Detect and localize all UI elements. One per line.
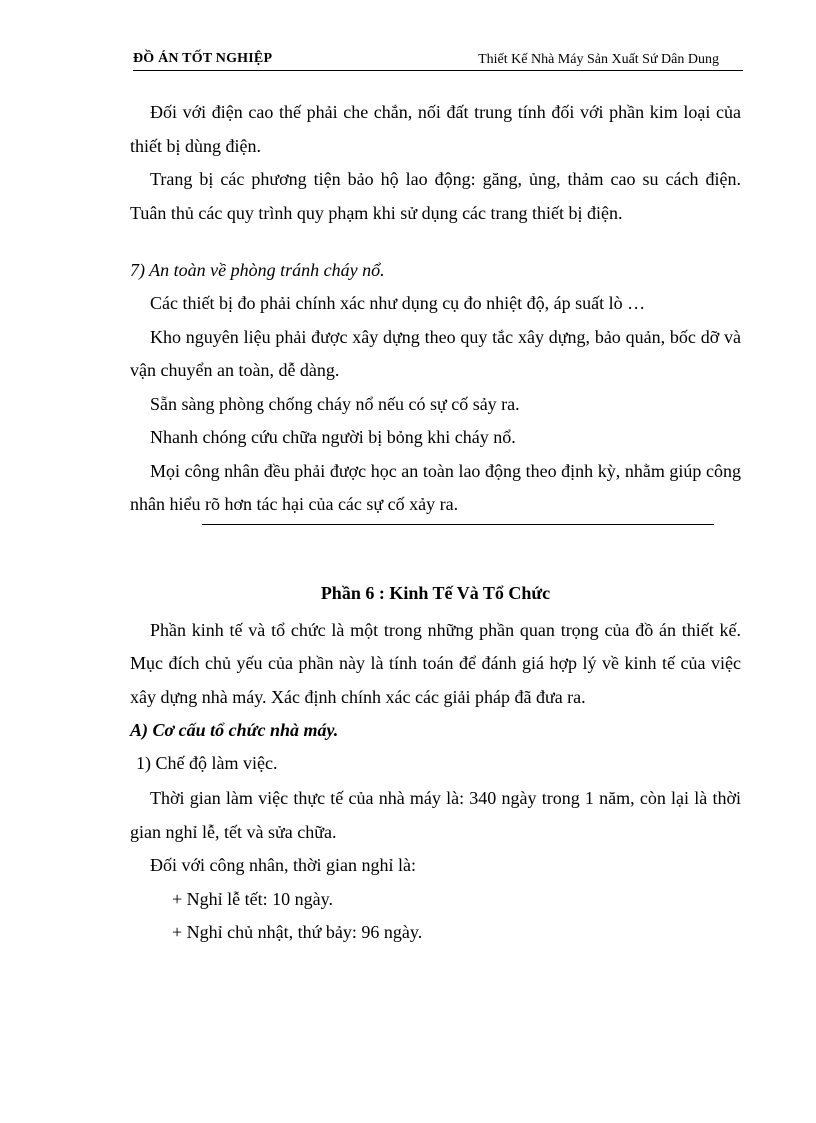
list-item-weekends: + Nghỉ chủ nhật, thứ bảy: 96 ngày.	[172, 922, 423, 942]
paragraph-high-voltage: Đối với điện cao thế phải che chắn, nối đất trung tính đối với phần kim loại của thiết bị dùng điện.	[130, 102, 741, 156]
header-project-title: Thiết Kế Nhà Máy Sản Xuất Sứ Dân Dung	[478, 52, 719, 67]
header-thesis-label: ĐỒ ÁN TỐT NGHIỆP	[133, 51, 273, 66]
list-item-holidays: + Nghỉ lễ tết: 10 ngày.	[172, 888, 333, 909]
paragraph-safety-training: Mọi công nhân đều phải được học an toàn lao động theo định kỳ, nhằm giúp công nhân hiểu rõ hơn tác hại của các sự cố xảy ra.	[130, 460, 741, 514]
paragraph-fire-readiness: Sẵn sàng phòng chống cháy nổ nếu có sự cố sảy ra.	[150, 393, 520, 414]
section-a-title: A) Cơ cấu tổ chức nhà máy.	[130, 720, 339, 740]
document-body	[130, 96, 741, 950]
part-6-title: Phần 6 : Kinh Tế Và Tổ Chức	[320, 582, 551, 603]
spacer	[130, 525, 741, 577]
page-header	[133, 50, 743, 71]
paragraph-part-6-intro: Phần kinh tế và tổ chức là một trong những phần quan trọng của đồ án thiết kế. Mục đích chủ yếu của phần này là tính toán để đánh giá hợp lý về kinh tế của việc xây dựng nhà máy. Xác định chính xác các giải pháp đã đưa ra.	[130, 619, 741, 707]
section-7-title: 7) An toàn về phòng tránh cháy nổ.	[130, 260, 385, 280]
paragraph-burn-rescue: Nhanh chóng cứu chữa người bị bỏng khi cháy nổ.	[150, 427, 516, 447]
paragraph-working-time: Thời gian làm việc thực tế của nhà máy là: 340 ngày trong 1 năm, còn lại là thời gian nghỉ lễ, tết và sửa chữa.	[130, 788, 741, 842]
paragraph-measuring-devices: Các thiết bị đo phải chính xác như dụng cụ đo nhiệt độ, áp suất lò …	[150, 293, 646, 313]
subsection-1-title: 1) Chế độ làm việc.	[136, 753, 278, 773]
paragraph-worker-leave: Đối với công nhân, thời gian nghỉ là:	[150, 855, 417, 875]
paragraph-protective-equipment: Trang bị các phương tiện bảo hộ lao động: găng, ủng, thảm cao su cách điện. Tuân thủ các quy trình quy phạm khi sử dụng các trang thiết bị điện.	[130, 169, 741, 223]
paragraph-material-storage: Kho nguyên liệu phải được xây dựng theo quy tắc xây dựng, bảo quản, bốc dỡ và vận chuyển an toàn, dễ dàng.	[130, 326, 741, 380]
spacer	[130, 230, 741, 254]
